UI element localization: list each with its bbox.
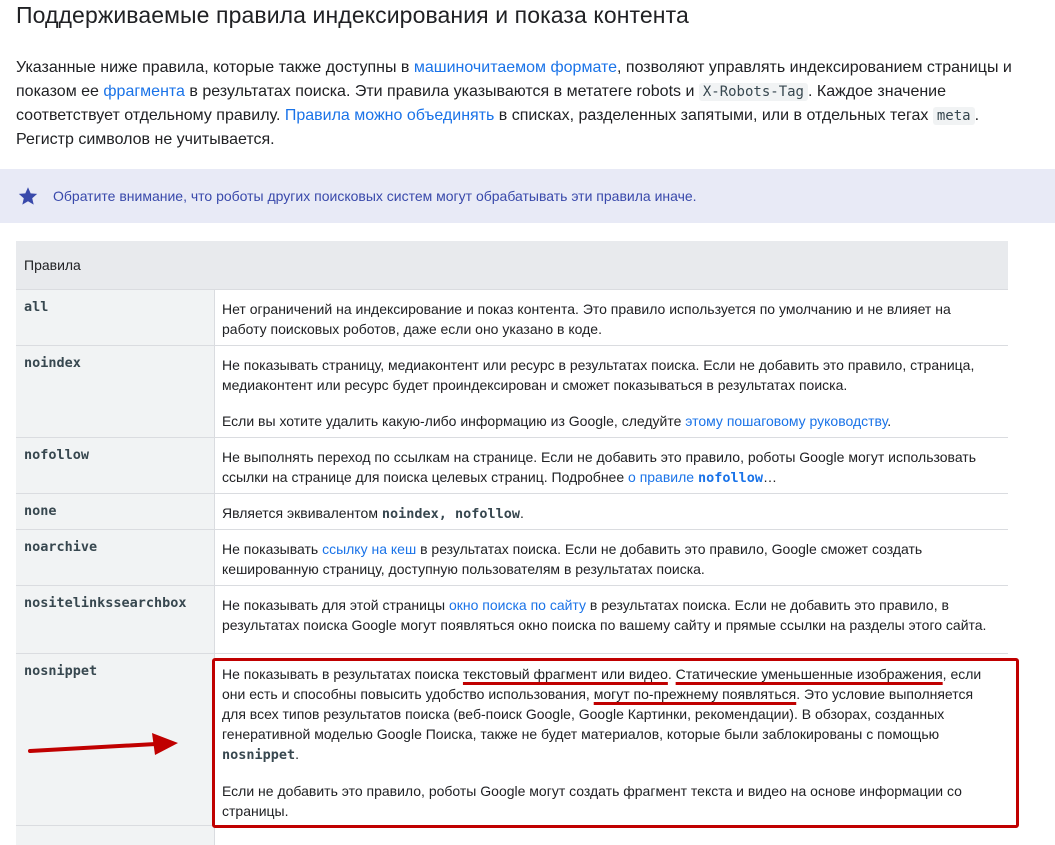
rule-text-part: Не выполнять переход по ссылкам на странице. Если не добавить это правило, роботы Google могут использовать ссылки на странице для поиска целевых страниц. Подробнее	[222, 449, 976, 485]
rule-code: noindex, nofollow	[381, 506, 521, 522]
annotation-arrow-icon	[28, 731, 180, 757]
table-header	[16, 241, 1008, 289]
intro-text: . Регистр символов не учитывается.	[16, 107, 980, 148]
rule-name: nofollow	[16, 437, 214, 493]
link-label: о правиле	[628, 469, 698, 485]
table-row-none	[16, 493, 1008, 529]
rule-text-part: .	[887, 413, 892, 429]
rule-text-part: в результатах поиска. Если не добавить это правило, в результатах поиска Google могут появляться окно поиска по вашему сайту и прямые ссылки на разделы этого сайта.	[222, 597, 987, 633]
rule-text-part: в результатах поиска. Если не добавить это правило, Google сможет создать кешированную страницу, доступную пользователям в результатах поиска.	[222, 541, 923, 577]
intro-paragraph	[16, 56, 1016, 152]
cache-link[interactable]: ссылку на кеш	[322, 541, 417, 557]
link-code: nofollow	[697, 470, 763, 486]
snippet-link[interactable]: фрагмента	[103, 83, 185, 100]
rule-text	[222, 539, 994, 579]
intro-text: в результатах поиска. Эти правила указываются в метатеге robots и	[184, 83, 699, 100]
combine-rules-link[interactable]: Правила можно объединять	[284, 107, 495, 124]
rule-text-part: Является эквивалентом	[222, 505, 382, 521]
x-robots-tag-code: X-Robots-Tag	[699, 83, 808, 101]
underlined-phrase: Статические уменьшенные изображения	[675, 666, 943, 682]
rule-text	[222, 411, 994, 431]
rule-text: Нет ограничений на индексирование и показ контента. Это правило используется по умолчанию и не влияет на работу поисковых роботов, даже если оно указано в коде.	[222, 301, 951, 337]
note-text: Обратите внимание, что роботы других поисковых систем могут обрабатывать эти правила иначе.	[53, 188, 697, 204]
rule-text-part: .	[295, 746, 300, 762]
nofollow-rule-link[interactable]	[628, 469, 763, 485]
rule-text	[222, 447, 994, 488]
meta-code: meta	[933, 107, 975, 125]
rule-description	[214, 345, 1008, 437]
table-header-label: Правила	[24, 257, 81, 273]
rule-description	[214, 529, 1008, 585]
table-row-noindex	[16, 345, 1008, 437]
rule-name: noarchive	[16, 529, 214, 585]
table-row-next	[16, 825, 1008, 845]
table-row-all	[16, 289, 1008, 345]
intro-text: в списках, разделенных запятыми, или в отдельных тегах	[494, 107, 933, 124]
underlined-phrase: текстовый фрагмент или видео	[462, 666, 668, 682]
rule-description	[214, 493, 1008, 529]
rule-description	[214, 289, 1008, 345]
rule-text-part: Не показывать для этой страницы	[222, 597, 449, 613]
rule-text-part: Не показывать в результатах поиска	[222, 666, 463, 682]
rule-name: all	[16, 289, 214, 345]
page-title: Поддерживаемые правила индексирования и показа контента	[16, 2, 689, 28]
rule-text: Не показывать страницу, медиаконтент или ресурс в результатах поиска. Если не добавить это правило, страница, медиаконтент или ресурс будет проиндексирован и сможет показываться в результатах поиска.	[222, 357, 975, 393]
rule-description	[214, 653, 1008, 825]
rule-name: nositelinkssearchbox	[16, 585, 214, 653]
intro-text: Указанные ниже правила, которые также доступны в	[16, 59, 414, 76]
table-row-nositelinkssearchbox	[16, 585, 1008, 653]
rule-text-part: .	[667, 666, 676, 682]
rule-name: noindex	[16, 345, 214, 437]
rule-text	[222, 503, 994, 524]
rule-text-part: .	[520, 505, 524, 521]
rule-description	[214, 437, 1008, 493]
rule-text-part: Если вы хотите удалить какую-либо информацию из Google, следуйте	[222, 413, 686, 429]
table-row-nofollow	[16, 437, 1008, 493]
rule-name: nosnippet	[16, 653, 214, 825]
rule-text	[222, 595, 994, 635]
rule-text-part: , если они есть и способны повысить удобство использования,	[222, 666, 982, 702]
intro-text: , позволяют управлять индексированием страницы и показом ее	[16, 59, 1012, 100]
rule-name: none	[16, 493, 214, 529]
underlined-phrase: могут по-прежнему появляться	[593, 686, 797, 702]
rule-code: nosnippet	[222, 747, 296, 763]
rule-text	[222, 664, 994, 765]
rule-text-part: …	[762, 469, 777, 485]
intro-text: . Каждое значение соответствует отдельному правилу.	[16, 83, 947, 124]
sitelinks-search-box-link[interactable]: окно поиска по сайту	[448, 597, 586, 613]
step-by-step-guide-link[interactable]: этому пошаговому руководству	[685, 413, 888, 429]
rule-text-part: . Это условие выполняется для всех типов результатов поиска (веб-поиск Google, Google Картинки, рекомендации). В обзорах, созданных генеративной моделью Google Поиска, также не будет материалов, которые были заблокированы с помощью	[222, 686, 974, 742]
rule-name	[16, 825, 214, 845]
note-callout	[0, 169, 1055, 223]
table-row-noarchive	[16, 529, 1008, 585]
star-icon	[17, 185, 39, 207]
rule-description	[214, 825, 1008, 845]
machine-readable-format-link[interactable]: машиночитаемом формате	[413, 59, 618, 76]
rule-text-part: Не показывать	[222, 541, 323, 557]
rule-text: Если не добавить это правило, роботы Google могут создать фрагмент текста и видео на основе информации со страницы.	[222, 783, 962, 819]
rule-description	[214, 585, 1008, 653]
